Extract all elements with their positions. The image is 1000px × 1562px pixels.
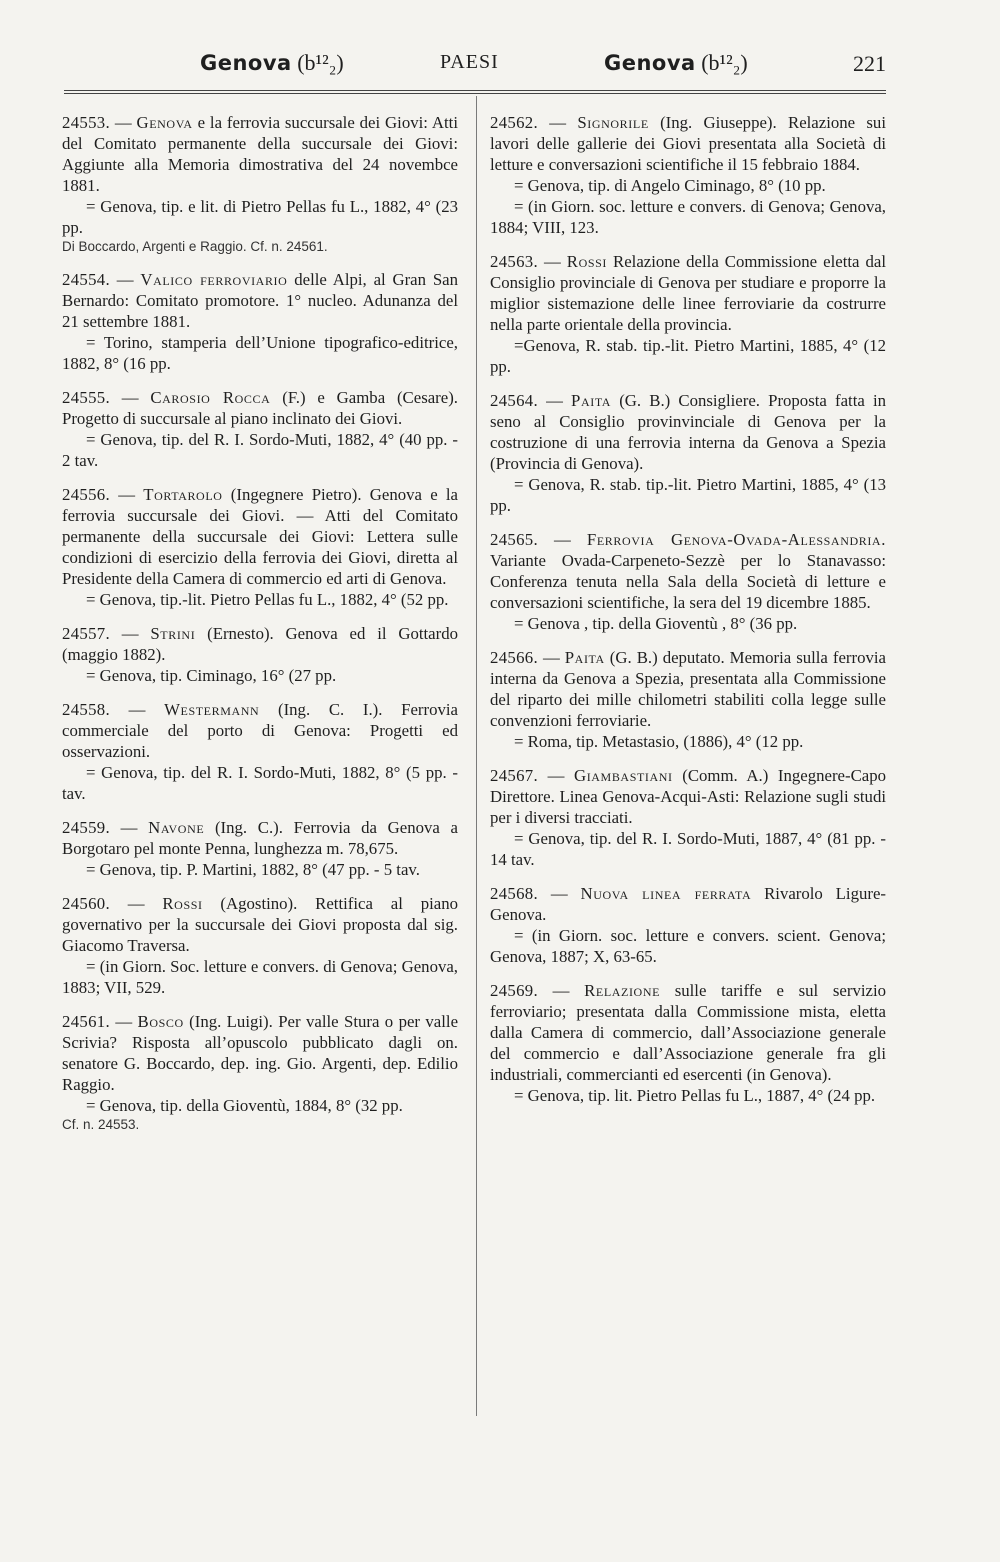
bibliography-entry <box>490 529 886 634</box>
entry-author: Signorile <box>577 113 649 132</box>
entry-title: Rivarolo Ligure-Genova. <box>490 884 887 924</box>
bibliography-entry <box>490 647 886 752</box>
header-right <box>604 50 748 76</box>
entry-title: Variante Ovada-Carpeneto-Sezzè per lo Stanavasso: Conferenza tenuta nella Sala della Società di letture e conversazioni scientifiche, la sera del 19 dicembre 1885. <box>490 551 886 612</box>
header-right-title: Genova <box>604 51 696 75</box>
entry-number: 24561. <box>62 1012 110 1031</box>
entry-imprint: = (in Giorn. soc. letture e convers. scient. Genova; Genova, 1887; X, 63-65. <box>490 926 886 966</box>
entry-title: (Ing. Giuseppe). Relazione sui lavori delle gallerie dei Giovi presentata alla Società di letture e conversazioni scientifiche il 15 febbraio 1884. <box>490 113 886 174</box>
entry-text: 24553. — Genova e la ferrovia succursale dei Giovi: Atti del Comitato permanente della succursale dei Giovi: Aggiunte alla Memoria dimostrativa del 24 novembce 1881. <box>62 113 459 195</box>
entry-author: Genova <box>136 113 193 132</box>
entry-number: 24558. <box>62 700 110 719</box>
entry-author: Paita <box>564 648 605 667</box>
bibliography-entry <box>490 980 886 1106</box>
bibliography-entry <box>490 112 886 238</box>
entry-title: Relazione della Commissione eletta dal Consiglio provinciale di Genova per studiare e proporre la miglior sistemazione delle linee ferroviarie da costrurre nella parte orientale della provincia. <box>490 252 886 334</box>
entry-imprint: = Genova, tip. della Gioventù, 1884, 8° (32 pp. <box>86 1096 403 1115</box>
entry-text: 24562. — Signorile (Ing. Giuseppe). Relazione sui lavori delle gallerie dei Giovi presentata alla Società di letture e conversazioni scientifiche il 15 febbraio 1884. <box>490 113 886 174</box>
entry-title: (G. B.) deputato. Memoria sulla ferrovia interna da Genova a Spezia, presentata alla Commissione del riparto dei mille chilometri stabiliti colla legge sulle convenzioni ferroviarie. <box>490 648 886 730</box>
header-right-classmark: (b¹²₂) <box>701 50 748 75</box>
entry-imprint: = Roma, tip. Metastasio, (1886), 4° (12 pp. <box>514 732 804 751</box>
entry-imprint: = Genova, tip. P. Martini, 1882, 8° (47 pp. - 5 tav. <box>86 860 420 879</box>
header-rule <box>64 90 886 94</box>
entry-text: 24567. — Giambastiani (Comm. A.) Ingegnere-Capo Direttore. Linea Genova-Acqui-Asti: Relazione sugli studi per i diversi tracciati. <box>490 766 887 827</box>
entry-title: (Ing. Luigi). Per valle Stura o per valle Scrivia? Risposta all’opuscolo pubblicato dagli on. senatore G. Boccardo, dep. ing. Gio. Argenti, dep. Edilio Raggio. <box>62 1012 459 1094</box>
entry-number: 24555. <box>62 388 110 407</box>
entry-author: Rossi <box>162 894 203 913</box>
entry-author: Carosio Rocca <box>150 388 271 407</box>
entry-title: sulle tariffe e sul servizio ferroviario; presentata dalla Commissione mista, eletta dalla Camera di commercio, dall’Associazione generale del commercio e dall’Associazione generale fra gli industriali, commercianti ed esercenti (in Genova). <box>490 981 886 1084</box>
entry-author: Relazione <box>584 981 661 1000</box>
right-column <box>490 112 886 1119</box>
entry-number: 24559. <box>62 818 110 837</box>
header-section-title: PAESI <box>440 51 499 73</box>
entry-imprint: = Genova, tip. del R. I. Sordo-Muti, 1887, 4° (81 pp. - 14 tav. <box>490 829 886 869</box>
entry-title: (Comm. A.) Ingegnere-Capo Direttore. Linea Genova-Acqui-Asti: Relazione sugli studi per i diversi tracciati. <box>490 766 887 827</box>
entry-title: (Ing. C.). Ferrovia da Genova a Borgotaro pel monte Penna, lunghezza m. 78,675. <box>62 818 458 858</box>
entry-imprint: = Genova, tip. Ciminago, 16° (27 pp. <box>86 666 337 685</box>
entry-note: Di Boccardo, Argenti e Raggio. Cf. n. 24561. <box>62 239 328 254</box>
column-divider <box>476 96 477 1416</box>
entry-number: 24564. <box>490 391 538 410</box>
bibliography-entry <box>62 387 458 471</box>
entry-imprint: = Genova, tip. del R. I. Sordo-Muti, 1882, 8° (5 pp. - tav. <box>62 763 458 803</box>
entry-number: 24560. <box>62 894 110 913</box>
bibliography-entry <box>490 251 886 377</box>
entry-number: 24562. <box>490 113 538 132</box>
entry-number: 24563. <box>490 252 538 271</box>
bibliography-entry <box>62 112 458 256</box>
entry-text: 24554. — Valico ferroviario delle Alpi, al Gran San Bernardo: Comitato promotore. 1° nucleo. Adunanza del 21 settembre 1881. <box>62 270 459 331</box>
entry-title: (Ing. C. I.). Ferrovia commerciale del porto di Genova: Progetti ed osservazioni. <box>62 700 458 761</box>
entry-imprint: = (in Giorn. soc. letture e convers. di Genova; Genova, 1884; VIII, 123. <box>490 197 886 237</box>
entry-title: (F.) e Gamba (Cesare). Progetto di succursale al piano inclinato dei Giovi. <box>62 388 458 428</box>
entry-text: 24561. — Bosco (Ing. Luigi). Per valle Stura o per valle Scrivia? Risposta all’opuscolo pubblicato dagli on. senatore G. Boccardo, dep. ing. Gio. Argenti, dep. Edilio Raggio. <box>62 1012 459 1094</box>
entry-author: Paita <box>571 391 612 410</box>
entry-text: 24555. — Carosio Rocca (F.) e Gamba (Cesare). Progetto di succursale al piano inclinato dei Giovi. <box>62 388 458 428</box>
entry-text: 24569. — Relazione sulle tariffe e sul servizio ferroviario; presentata dalla Commissione mista, eletta dalla Camera di commercio, dall’Associazione generale del commercio e dall’Associazione generale fra gli industriali, commercianti ed esercenti (in Genova). <box>490 981 886 1084</box>
entry-title: delle Alpi, al Gran San Bernardo: Comitato promotore. 1° nucleo. Adunanza del 21 settembre 1881. <box>62 270 459 331</box>
entry-text: 24556. — Tortarolo (Ingegnere Pietro). Genova e la ferrovia succursale dei Giovi. — Atti del Comitato permanente della succursale dei Giovi: Lettera sulle condizioni di esercizio della ferrovia dei Giovi, diretta al Presidente della Camera di commercio ed arti di Genova. <box>62 485 459 588</box>
entry-imprint: =Genova, R. stab. tip.-lit. Pietro Martini, 1885, 4° (12 pp. <box>490 336 886 376</box>
entry-text: 24558. — Westermann (Ing. C. I.). Ferrovia commerciale del porto di Genova: Progetti ed osservazioni. <box>62 700 458 761</box>
entry-author: Tortarolo <box>143 485 223 504</box>
bibliography-entry <box>62 623 458 686</box>
entry-text: 24565. — Ferrovia Genova-Ovada-Alessandria. Variante Ovada-Carpeneto-Sezzè per lo Stanavasso: Conferenza tenuta nella Sala della Società di letture e conversazioni scientifiche, la sera del 19 dicembre 1885. <box>490 530 886 612</box>
entry-number: 24567. <box>490 766 538 785</box>
entry-author: Rossi <box>566 252 607 271</box>
bibliography-entry <box>62 699 458 804</box>
entry-text: 24568. — Nuova linea ferrata Rivarolo Ligure-Genova. <box>490 884 887 924</box>
entry-text: 24557. — Strini (Ernesto). Genova ed il Gottardo (maggio 1882). <box>62 624 458 664</box>
entry-author: Nuova linea ferrata <box>580 884 752 903</box>
entry-imprint: = Genova, R. stab. tip.-lit. Pietro Martini, 1885, 4° (13 pp. <box>490 475 886 515</box>
running-header <box>64 50 886 90</box>
header-left <box>200 50 344 76</box>
entry-author: Giambastiani <box>573 766 673 785</box>
entry-imprint: = Genova, tip.-lit. Pietro Pellas fu L., 1882, 4° (52 pp. <box>86 590 449 609</box>
entry-title: (Ernesto). Genova ed il Gottardo (maggio 1882). <box>62 624 458 664</box>
bibliography-entry <box>490 390 886 516</box>
entry-number: 24566. <box>490 648 538 667</box>
entry-number: 24569. <box>490 981 538 1000</box>
bibliography-entry <box>62 1011 458 1134</box>
entry-number: 24568. <box>490 884 538 903</box>
left-column <box>62 112 458 1147</box>
entry-imprint: = Genova, tip. e lit. di Pietro Pellas fu L., 1882, 4° (23 pp. <box>62 197 458 237</box>
entry-author: Ferrovia Genova-Ovada-Alessandria. <box>586 530 886 549</box>
bibliography-entry <box>490 765 886 870</box>
entry-imprint: = Genova, tip. lit. Pietro Pellas fu L., 1887, 4° (24 pp. <box>514 1086 876 1105</box>
entry-title: (Agostino). Rettifica al piano governativo per la succursale dei Giovi proposta dal sig. Giacomo Traversa. <box>62 894 458 955</box>
bibliography-entry <box>62 817 458 880</box>
entry-author: Bosco <box>137 1012 184 1031</box>
entry-author: Strini <box>150 624 196 643</box>
entry-author: Westermann <box>164 700 260 719</box>
bibliography-entry <box>62 484 458 610</box>
entry-number: 24553. <box>62 113 110 132</box>
entry-text: 24563. — Rossi Relazione della Commissione eletta dal Consiglio provinciale di Genova per studiare e proporre la miglior sistemazione delle linee ferroviarie da costrurre nella parte orientale della provincia. <box>490 252 886 334</box>
entry-number: 24554. <box>62 270 110 289</box>
bibliography-entry <box>62 893 458 998</box>
entry-imprint: = Genova , tip. della Gioventù , 8° (36 pp. <box>514 614 798 633</box>
entry-number: 24556. <box>62 485 110 504</box>
entry-title: e la ferrovia succursale dei Giovi: Atti del Comitato permanente della succursale dei Giovi: Aggiunte alla Memoria dimostrativa del 24 novembce 1881. <box>62 113 459 195</box>
header-left-title: Genova <box>200 51 292 75</box>
entry-title: (G. B.) Consigliere. Proposta fatta in seno al Consiglio provinvinciale di Genova per la costruzione di una ferrovia interna da Genova a Spezia (Provincia di Genova). <box>490 391 886 473</box>
bibliography-entry <box>490 883 886 967</box>
entry-text: 24566. — Paita (G. B.) deputato. Memoria sulla ferrovia interna da Genova a Spezia, presentata alla Commissione del riparto dei mille chilometri stabiliti colla legge sulle convenzioni ferroviarie. <box>490 648 886 730</box>
entry-imprint: = (in Giorn. Soc. letture e convers. di Genova; Genova, 1883; VII, 529. <box>62 957 458 997</box>
entry-text: 24564. — Paita (G. B.) Consigliere. Proposta fatta in seno al Consiglio provinvinciale di Genova per la costruzione di una ferrovia interna da Genova a Spezia (Provincia di Genova). <box>490 391 886 473</box>
page-number: 221 <box>853 51 886 76</box>
entry-note: Cf. n. 24553. <box>62 1117 140 1132</box>
entry-text: 24560. — Rossi (Agostino). Rettifica al piano governativo per la succursale dei Giovi proposta dal sig. Giacomo Traversa. <box>62 894 458 955</box>
entry-number: 24557. <box>62 624 110 643</box>
entry-author: Navone <box>148 818 205 837</box>
entry-author: Valico ferroviario <box>140 270 288 289</box>
header-left-classmark: (b¹²₂) <box>297 50 344 75</box>
entry-text: 24559. — Navone (Ing. C.). Ferrovia da Genova a Borgotaro pel monte Penna, lunghezza m. 78,675. <box>62 818 458 858</box>
bibliography-entry <box>62 269 458 374</box>
entry-title: (Ingegnere Pietro). Genova e la ferrovia succursale dei Giovi. — Atti del Comitato permanente della succursale dei Giovi: Lettera sulle condizioni di esercizio della ferrovia dei Giovi, diretta al Presidente della Camera di commercio ed arti di Genova. <box>62 485 459 588</box>
entry-imprint: = Genova, tip. di Angelo Ciminago, 8° (10 pp. <box>514 176 826 195</box>
entry-number: 24565. <box>490 530 538 549</box>
entry-imprint: = Genova, tip. del R. I. Sordo-Muti, 1882, 4° (40 pp. - 2 tav. <box>62 430 458 470</box>
entry-imprint: = Torino, stamperia dell’Unione tipografico-editrice, 1882, 8° (16 pp. <box>62 333 458 373</box>
